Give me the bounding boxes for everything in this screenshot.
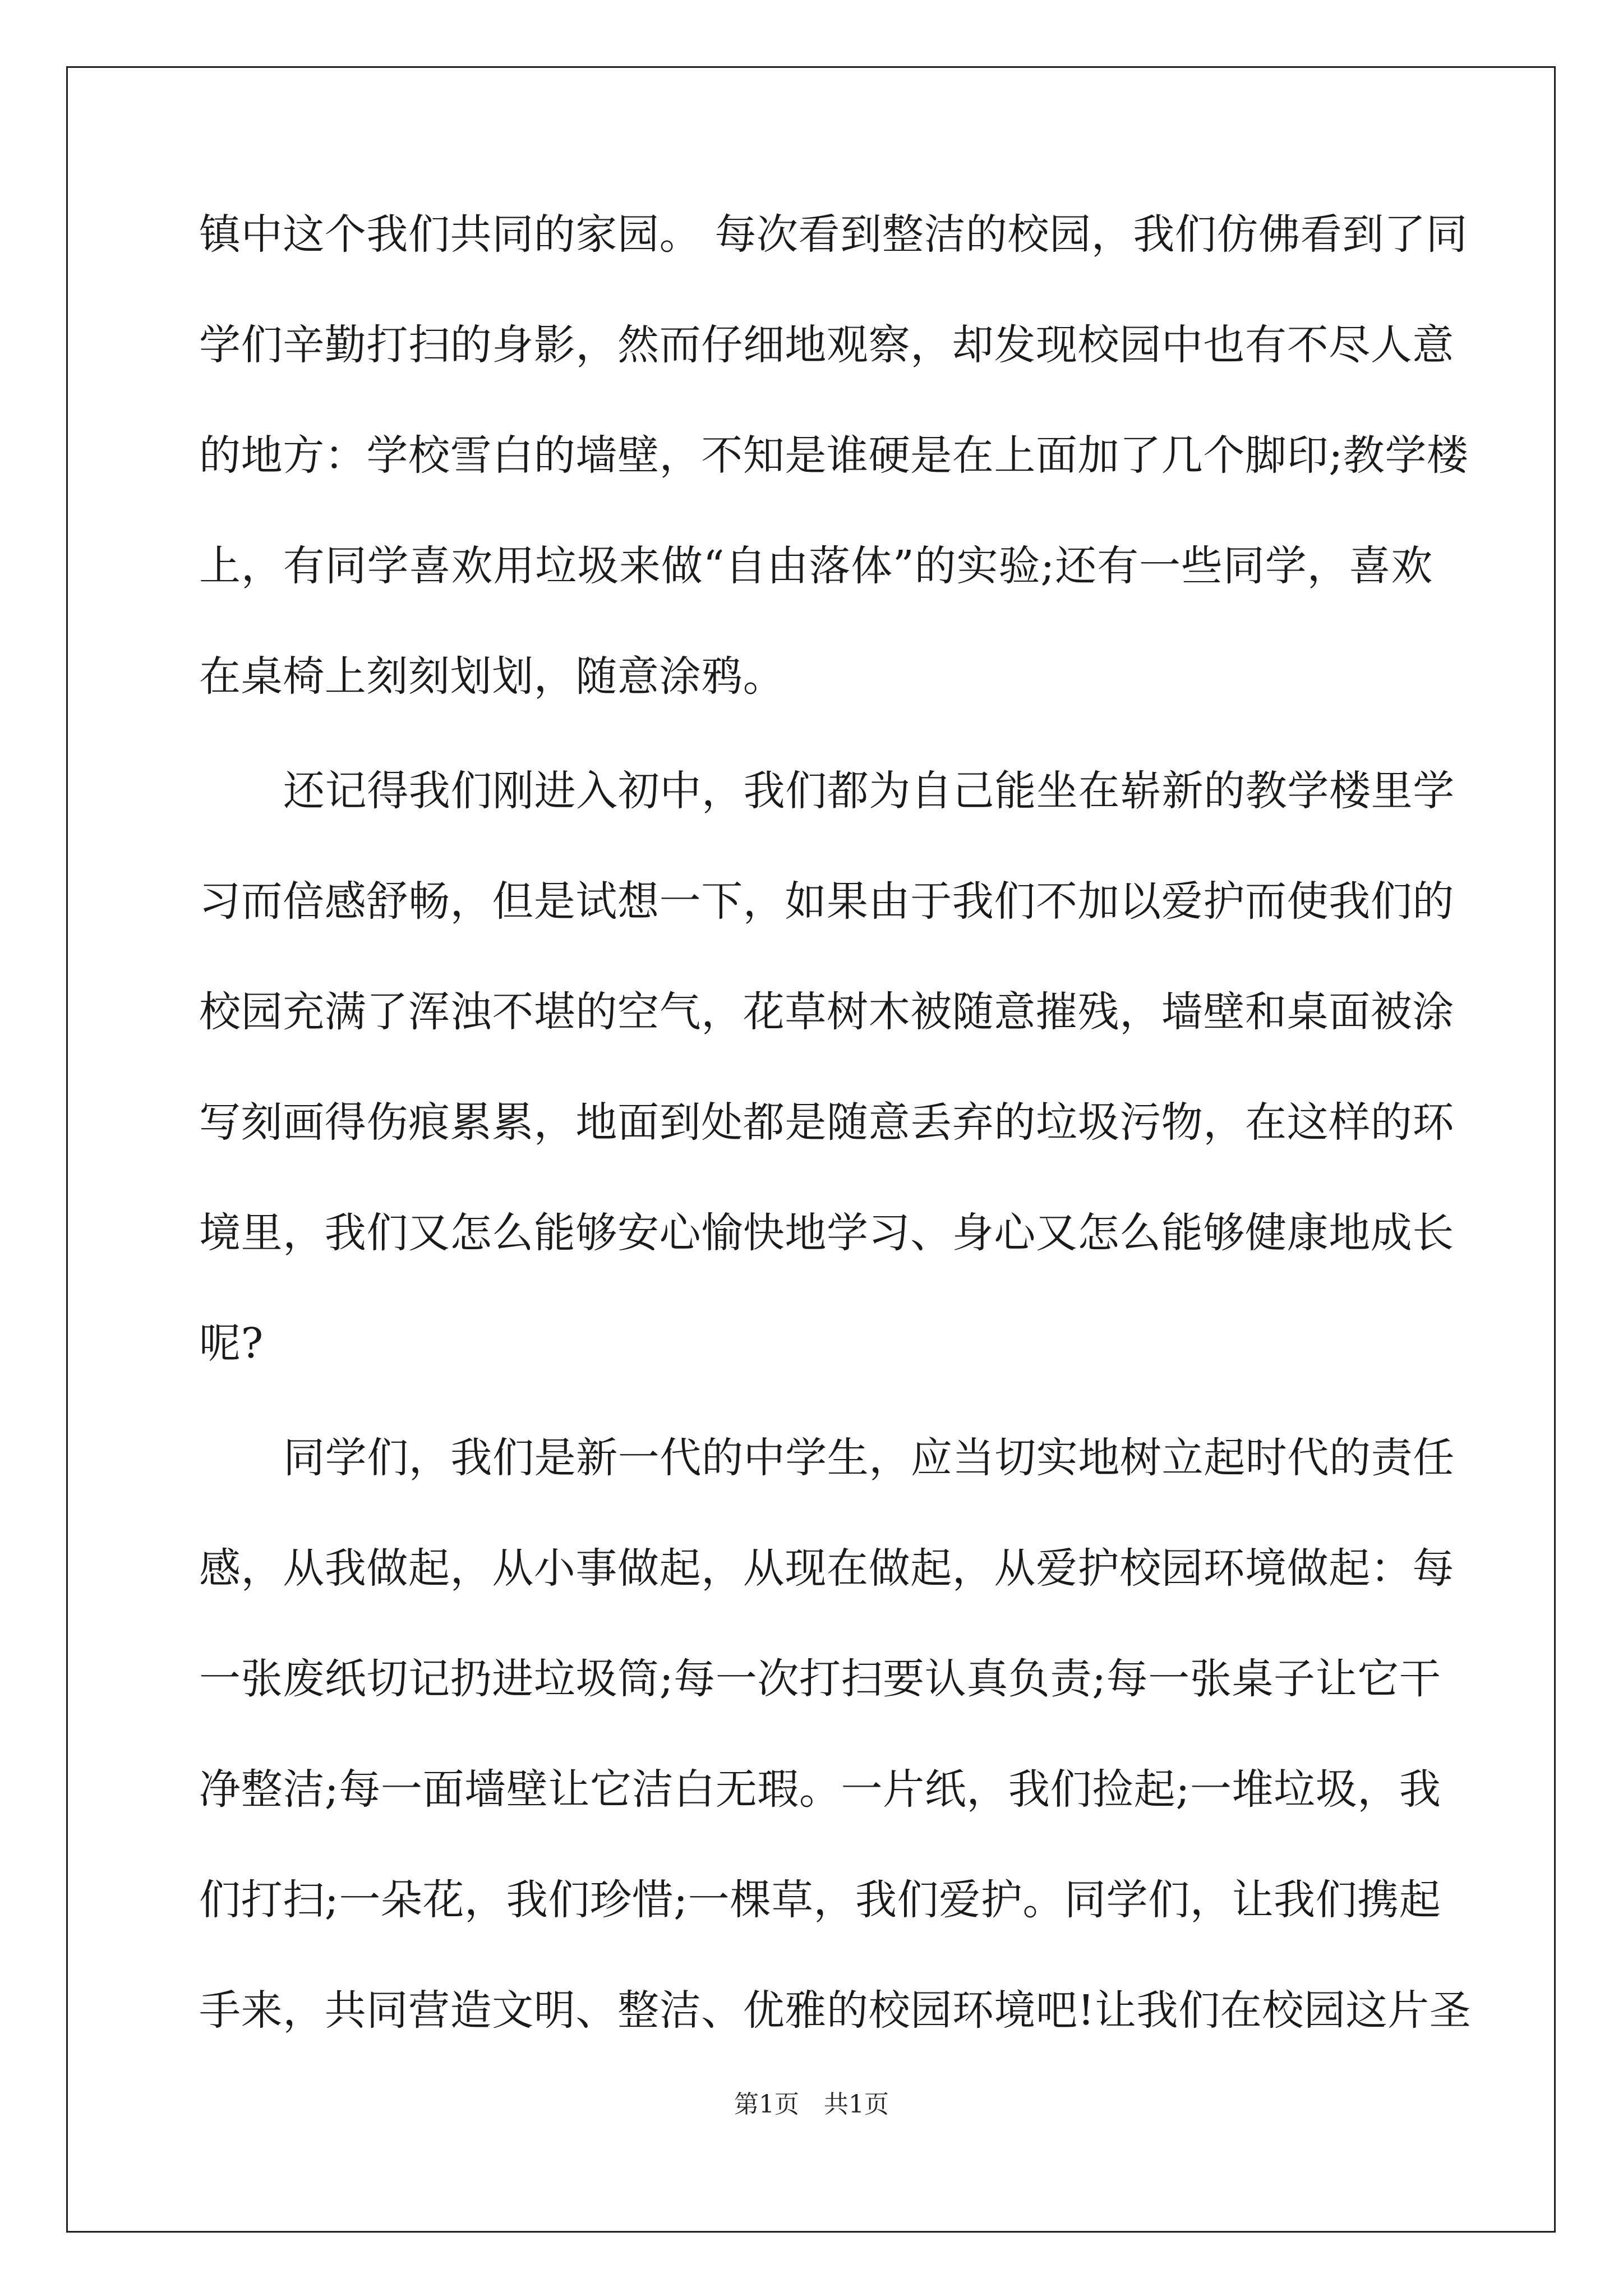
text-line: 们打扫;一朵花，我们珍惜;一棵草，我们爱护。同学们，让我们携起: [199, 1876, 1441, 1924]
text-line: 还记得我们刚进入初中，我们都为自己能坐在崭新的教学楼里学: [283, 767, 1455, 815]
text-line: 呢?: [199, 1319, 264, 1368]
text-line: 感，从我做起，从小事做起，从现在做起，从爱护校园环境做起：每: [199, 1544, 1454, 1593]
text-line: 写刻画得伤痕累累，地面到处都是随意丢弃的垃圾污物，在这样的环: [199, 1098, 1454, 1147]
page-number-footer: 第1页 共1页: [734, 2090, 889, 2119]
text-line: 的地方：学校雪白的墙壁，不知是谁硬是在上面加了几个脚印;教学楼: [199, 431, 1469, 480]
text-line: 习而倍感舒畅，但是试想一下，如果由于我们不加以爱护而使我们的: [199, 877, 1454, 926]
text-line: 净整洁;每一面墙壁让它洁白无瑕。一片纸，我们捡起;一堆垃圾，我: [199, 1765, 1441, 1814]
text-line: 在桌椅上刻刻划划，随意涂鸦。: [199, 652, 785, 701]
text-line: 镇中这个我们共同的家园。 每次看到整洁的校园，我们仿佛看到了同: [199, 210, 1468, 259]
text-line: 学们辛勤打扫的身影，然而仔细地观察，却发现校园中也有不尽人意: [199, 321, 1454, 369]
text-line: 校园充满了浑浊不堪的空气，花草树木被随意摧残，墙壁和桌面被涂: [199, 988, 1454, 1036]
body-text: [199, 210, 1472, 2099]
text-line: 上，有同学喜欢用垃圾来做“自由落体”的实验;还有一些同学，喜欢: [199, 542, 1433, 590]
text-line: 同学们，我们是新一代的中学生，应当切实地树立起时代的责任: [283, 1434, 1455, 1482]
text-line: 一张废纸切记扔进垃圾筒;每一次打扫要认真负责;每一张桌子让它干: [199, 1655, 1441, 1703]
text-line: 手来，共同营造文明、整洁、优雅的校园环境吧!让我们在校园这片圣: [199, 1986, 1472, 2035]
text-line: 境里，我们又怎么能够安心愉快地学习、身心又怎么能够健康地成长: [199, 1209, 1454, 1257]
